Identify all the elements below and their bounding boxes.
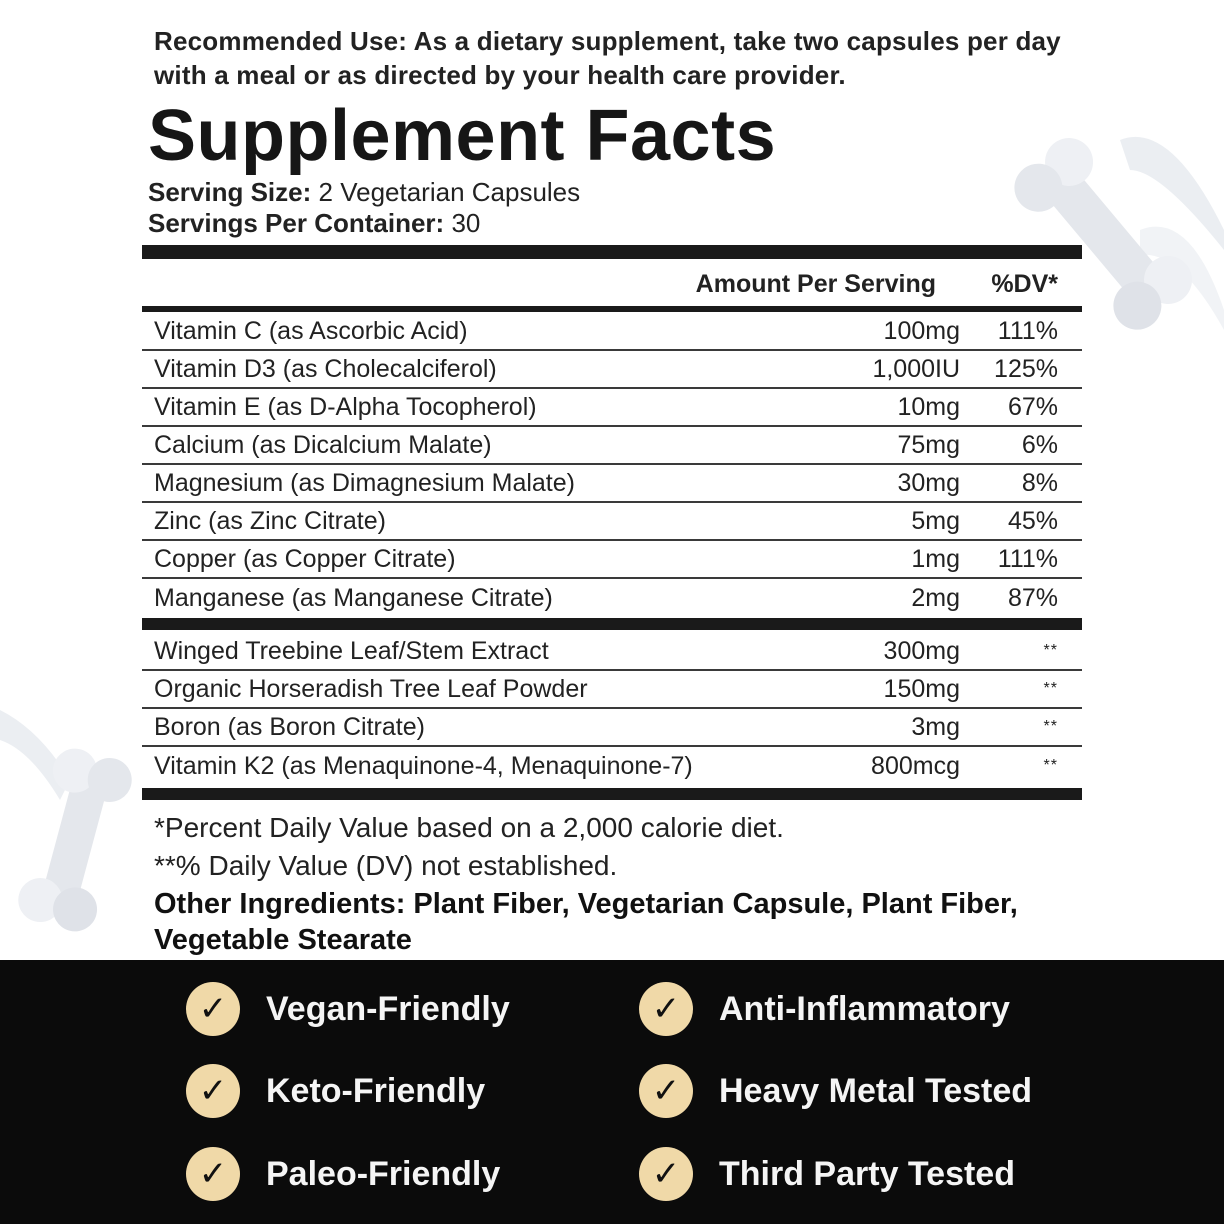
nutrient-amount: 800mcg <box>871 751 960 780</box>
nutrient-name: Vitamin C (as Ascorbic Acid) <box>154 316 468 345</box>
badge-paleo-friendly <box>186 1147 500 1201</box>
top-thick-divider <box>142 245 1082 259</box>
nutrient-name: Magnesium (as Dimagnesium Malate) <box>154 468 575 497</box>
nutrient-amount: 1mg <box>911 544 960 573</box>
nutrient-amount: 5mg <box>911 506 960 535</box>
check-icon: ✓ <box>639 982 693 1036</box>
badge-label: Heavy Metal Tested <box>719 1071 1033 1110</box>
nutrient-dv: 111% <box>997 316 1058 345</box>
badge-heavy-metal-tested <box>639 1064 1032 1118</box>
vitamins-table <box>142 313 1082 617</box>
dv-header: %DV* <box>991 269 1058 298</box>
badge-label: Keto-Friendly <box>266 1071 486 1110</box>
recommended-use-text: Recommended Use: As a dietary supplement, take two capsules per day with a meal or as directed by your health care provider. <box>154 26 1061 90</box>
table-row <box>142 747 1082 785</box>
table-row <box>142 465 1082 503</box>
table-row <box>142 671 1082 709</box>
check-icon: ✓ <box>186 982 240 1036</box>
check-icon: ✓ <box>639 1147 693 1201</box>
header-divider <box>142 306 1082 312</box>
nutrient-name: Organic Horseradish Tree Leaf Powder <box>154 674 588 703</box>
badge-vegan-friendly <box>186 982 510 1036</box>
other-nutrients-table <box>142 633 1082 785</box>
check-icon: ✓ <box>639 1064 693 1118</box>
check-icon: ✓ <box>186 1147 240 1201</box>
other-ingredients: Other Ingredients: Plant Fiber, Vegetarian Capsule, Plant Fiber, Vegetable Stearate <box>154 888 1018 956</box>
serving-size <box>148 176 580 208</box>
amount-per-serving-header: Amount Per Serving <box>695 269 936 298</box>
nutrient-name: Calcium (as Dicalcium Malate) <box>154 430 492 459</box>
nutrient-amount: 10mg <box>897 392 960 421</box>
nutrient-dv: 87% <box>1007 583 1058 612</box>
bottom-thick-divider <box>142 788 1082 800</box>
badge-label: Anti-Inflammatory <box>719 989 1010 1028</box>
badge-anti-inflammatory <box>639 982 1010 1036</box>
features-footer <box>0 960 1224 1224</box>
nutrient-name: Winged Treebine Leaf/Stem Extract <box>154 636 549 665</box>
nutrient-name: Zinc (as Zinc Citrate) <box>154 506 386 535</box>
table-row <box>142 351 1082 389</box>
table-row <box>142 503 1082 541</box>
nutrient-amount: 1,000IU <box>872 354 960 383</box>
nutrient-dv: 6% <box>1021 430 1058 459</box>
nutrient-dv: 8% <box>1021 468 1058 497</box>
nutrient-dv: ** <box>1043 680 1058 697</box>
nutrient-dv: ** <box>1043 718 1058 735</box>
nutrient-name: Vitamin E (as D-Alpha Tocopherol) <box>154 392 537 421</box>
table-row <box>142 389 1082 427</box>
serving-size-value: 2 Vegetarian Capsules <box>318 177 581 207</box>
table-row <box>142 541 1082 579</box>
footnote-dv: *Percent Daily Value based on a 2,000 calorie diet. <box>154 812 784 843</box>
nutrient-name: Copper (as Copper Citrate) <box>154 544 456 573</box>
servings-per-container-value: 30 <box>451 208 481 238</box>
footnote-not-established: **% Daily Value (DV) not established. <box>154 850 618 881</box>
table-row <box>142 313 1082 351</box>
nutrient-amount: 300mg <box>883 636 960 665</box>
nutrient-name: Manganese (as Manganese Citrate) <box>154 583 553 612</box>
bone-illustration-left <box>0 700 140 960</box>
nutrient-amount: 100mg <box>883 316 960 345</box>
nutrient-name: Vitamin D3 (as Cholecalciferol) <box>154 354 497 383</box>
servings-per-container <box>148 207 480 239</box>
servings-per-container-label: Servings Per Container: <box>148 208 445 238</box>
table-row <box>142 427 1082 465</box>
badge-label: Vegan-Friendly <box>266 989 510 1028</box>
nutrient-amount: 2mg <box>911 583 960 612</box>
nutrient-dv: 111% <box>997 544 1058 573</box>
nutrient-amount: 75mg <box>897 430 960 459</box>
mid-thick-divider <box>142 618 1082 630</box>
nutrient-name: Vitamin K2 (as Menaquinone-4, Menaquinone-7) <box>154 751 693 780</box>
nutrient-amount: 150mg <box>883 674 960 703</box>
table-header <box>142 262 1082 306</box>
page-title: Supplement Facts <box>148 96 777 176</box>
badge-label: Third Party Tested <box>719 1154 1015 1193</box>
nutrient-name: Boron (as Boron Citrate) <box>154 712 425 741</box>
badge-label: Paleo-Friendly <box>266 1154 501 1193</box>
nutrient-amount: 30mg <box>897 468 960 497</box>
serving-size-label: Serving Size: <box>148 177 312 207</box>
badge-keto-friendly <box>186 1064 485 1118</box>
table-row <box>142 579 1082 617</box>
nutrient-amount: 3mg <box>911 712 960 741</box>
nutrient-dv: 67% <box>1007 392 1058 421</box>
nutrient-dv: 45% <box>1007 506 1058 535</box>
table-row <box>142 633 1082 671</box>
nutrient-dv: 125% <box>994 354 1058 383</box>
table-row <box>142 709 1082 747</box>
nutrient-dv: ** <box>1043 642 1058 659</box>
badge-third-party-tested <box>639 1147 1015 1201</box>
nutrient-dv: ** <box>1043 757 1058 774</box>
check-icon: ✓ <box>186 1064 240 1118</box>
